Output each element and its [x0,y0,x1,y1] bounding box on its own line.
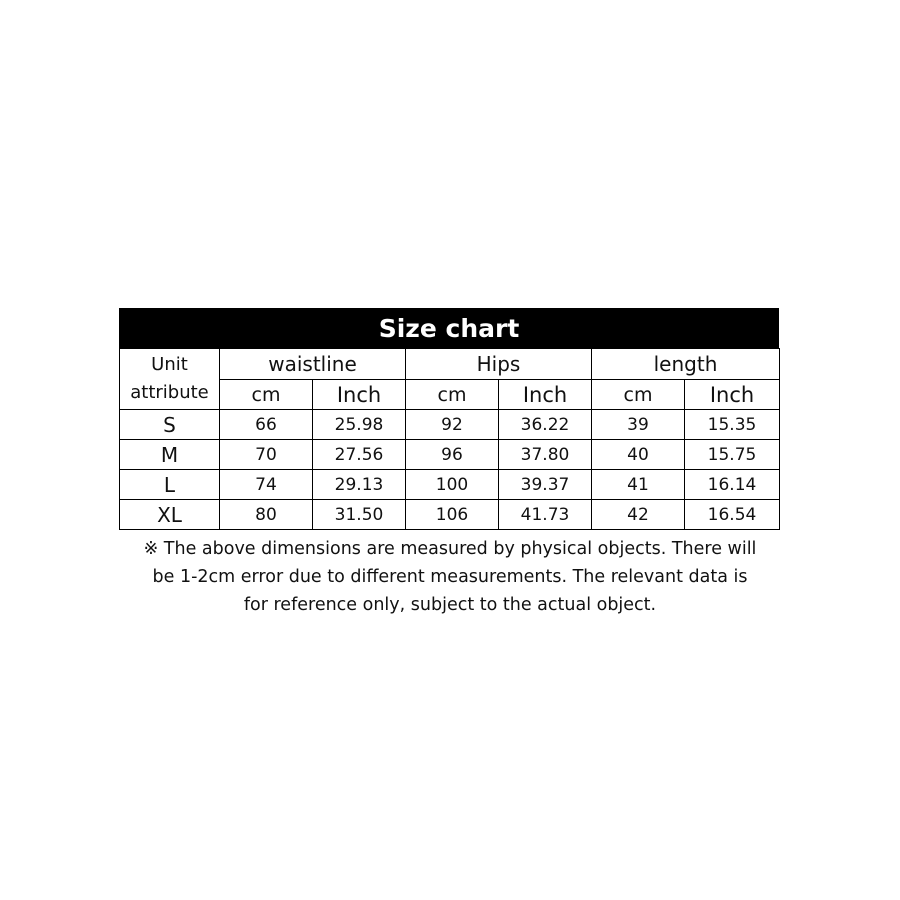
subheader-hips-inch: Inch [499,380,592,410]
attribute-label: attribute [130,382,209,403]
table-cell: 37.80 [499,440,592,470]
measurement-note [100,535,800,619]
subheader-length-cm: cm [592,380,685,410]
size-chart-title: Size chart [119,308,779,348]
table-cell: 92 [406,410,499,440]
header-row-groups [120,349,780,380]
unit-attribute-header [120,349,220,410]
table-cell: 25.98 [313,410,406,440]
table-cell: 42 [592,500,685,530]
table-cell: 39 [592,410,685,440]
table-cell: 31.50 [313,500,406,530]
table-row [120,440,780,470]
header-length: length [592,349,780,380]
table-cell: 27.56 [313,440,406,470]
table-cell: 15.35 [685,410,780,440]
size-table [119,348,780,530]
table-cell: 29.13 [313,470,406,500]
note-line: for reference only, subject to the actual object. [243,595,657,615]
table-cell: 15.75 [685,440,780,470]
table-cell: 70 [220,440,313,470]
table-cell: 39.37 [499,470,592,500]
table-cell: 16.54 [685,500,780,530]
table-row [120,410,780,440]
table-cell: 80 [220,500,313,530]
table-row [120,470,780,500]
table-cell: 96 [406,440,499,470]
note-line: be 1-2cm error due to different measurements. The relevant data is [152,567,748,587]
unit-label: Unit [151,354,188,375]
subheader-hips-cm: cm [406,380,499,410]
subheader-length-inch: Inch [685,380,780,410]
table-cell: 74 [220,470,313,500]
table-cell: 100 [406,470,499,500]
table-row [120,500,780,530]
header-hips: Hips [406,349,592,380]
size-label: L [120,470,220,500]
table-cell: 66 [220,410,313,440]
size-label: M [120,440,220,470]
table-cell: 106 [406,500,499,530]
table-cell: 16.14 [685,470,780,500]
table-cell: 41 [592,470,685,500]
size-label: XL [120,500,220,530]
table-cell: 40 [592,440,685,470]
note-line: ※ The above dimensions are measured by physical objects. There will [143,539,757,559]
header-waistline: waistline [220,349,406,380]
size-label: S [120,410,220,440]
subheader-waist-inch: Inch [313,380,406,410]
table-cell: 36.22 [499,410,592,440]
table-cell: 41.73 [499,500,592,530]
size-chart [119,308,779,530]
subheader-waist-cm: cm [220,380,313,410]
